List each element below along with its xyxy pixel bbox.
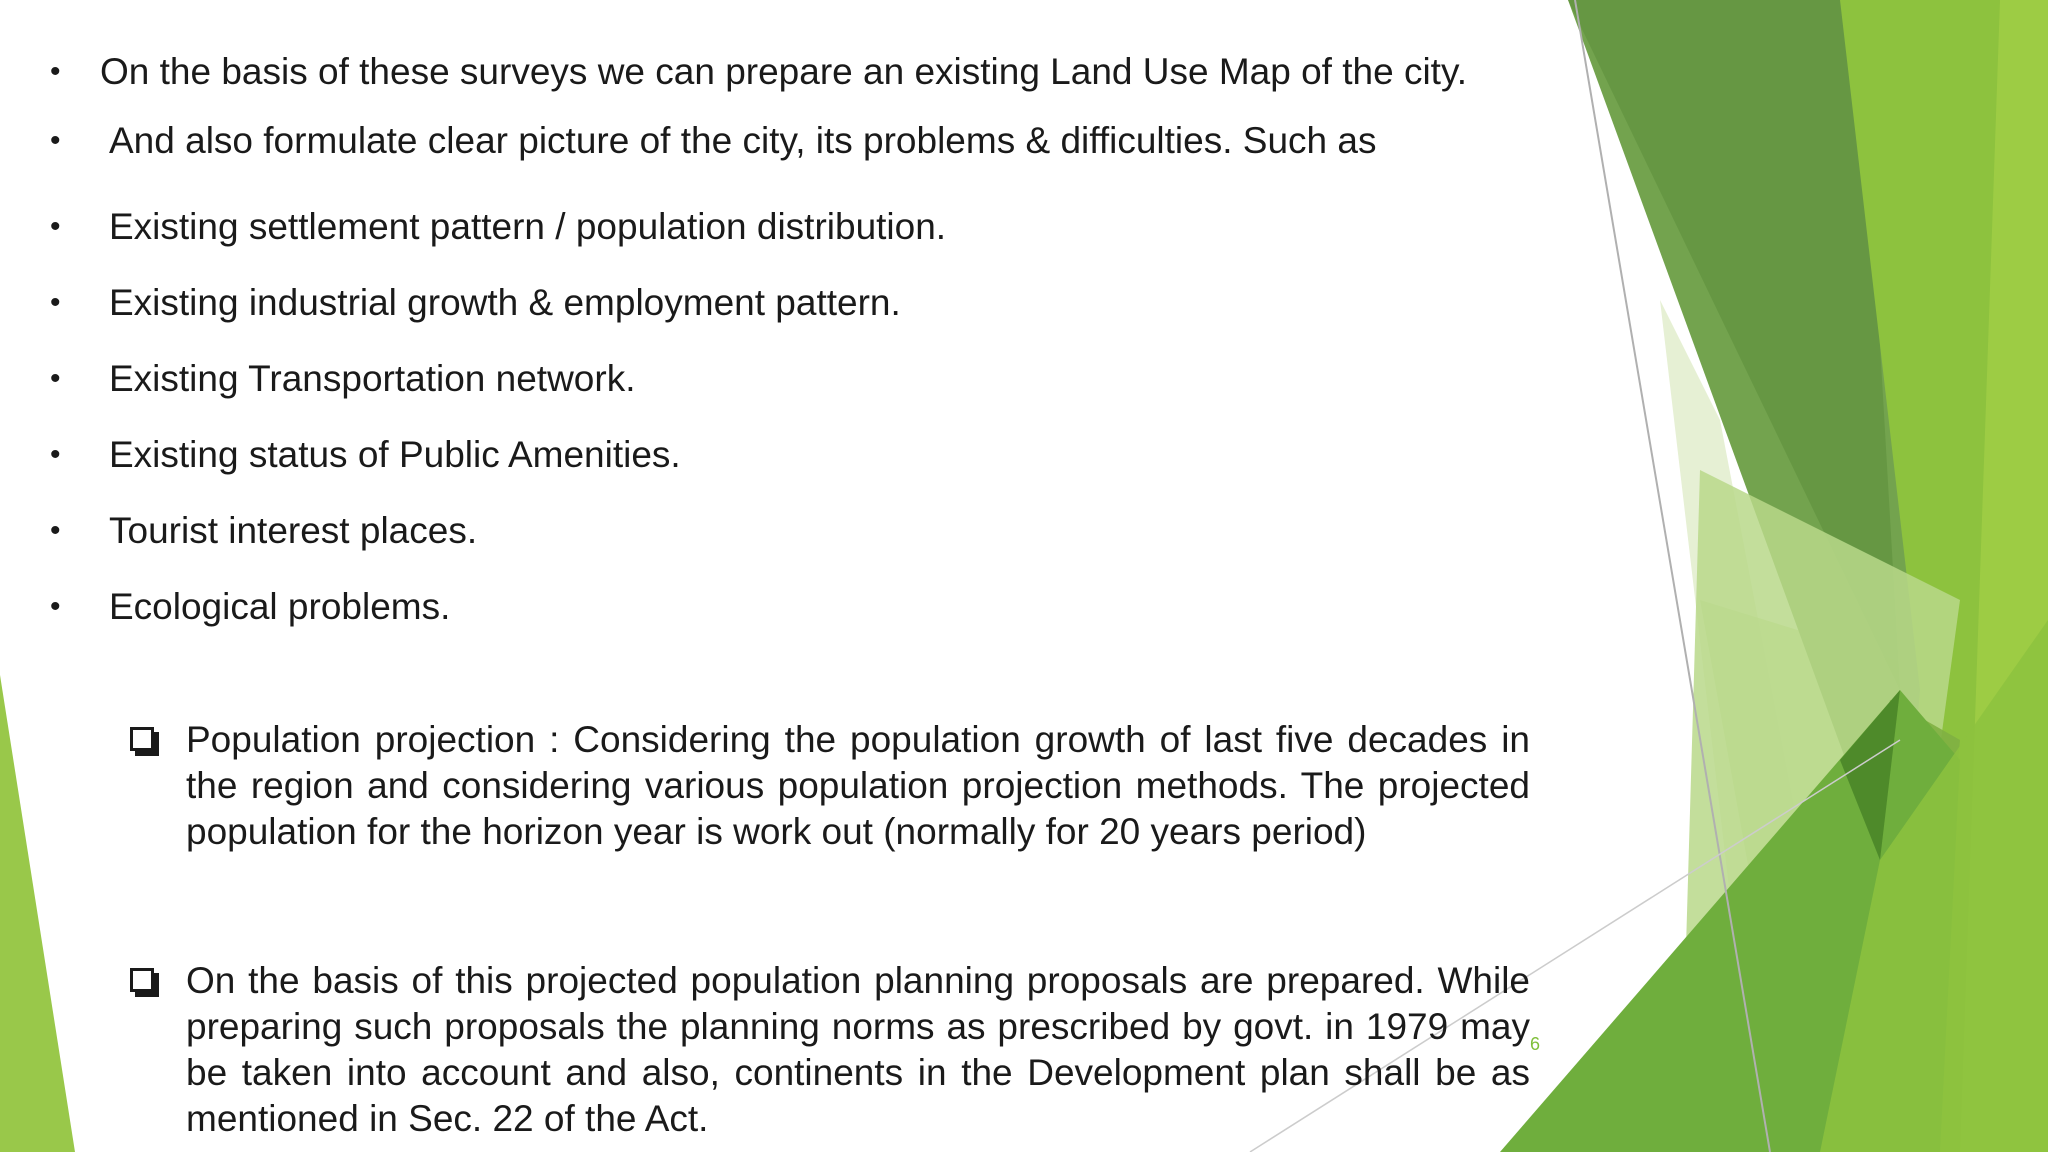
bullet-symbol: • [50,55,61,88]
bullet-text: On the basis of these surveys we can prepare an existing Land Use Map of the city. [100,51,1467,92]
checkbox-bullet-icon [130,727,154,751]
bullet-text: Existing industrial growth & employment pattern. [109,282,901,323]
bullet-text: Existing Transportation network. [109,358,636,399]
bullet-symbol: • [50,362,61,395]
bullet-symbol: • [50,514,61,547]
bullet-symbol: • [50,124,61,157]
slide-number: 6 [1530,1034,1541,1054]
bullet-text: And also formulate clear picture of the city, its problems & difficulties. Such as [109,120,1377,161]
bullet-symbol: • [50,590,61,623]
bullet-text: Existing status of Public Amenities. [109,434,681,475]
bullet-text: Tourist interest places. [109,510,478,551]
paragraph-text: On the basis of this projected population planning proposals are prepared. While preparing such proposals the planning norms as prescribed by govt. in 1979 may be taken into account and also, continents in the Development plan shall be as mentioned in Sec. 22 of the Act. [186,960,1530,1139]
bullet-symbol: • [50,286,61,319]
bullet-text: Existing settlement pattern / population distribution. [109,206,947,247]
bullet-text: Ecological problems. [109,586,451,627]
bullet-symbol: • [50,210,61,243]
checkbox-bullet-icon [130,968,154,992]
bullet-symbol: • [50,438,61,471]
paragraph-text: Population projection : Considering the population growth of last five decades in the region and considering various population projection methods. The projected population for the horizon year is work out (normally for 20 years period) [186,719,1530,852]
